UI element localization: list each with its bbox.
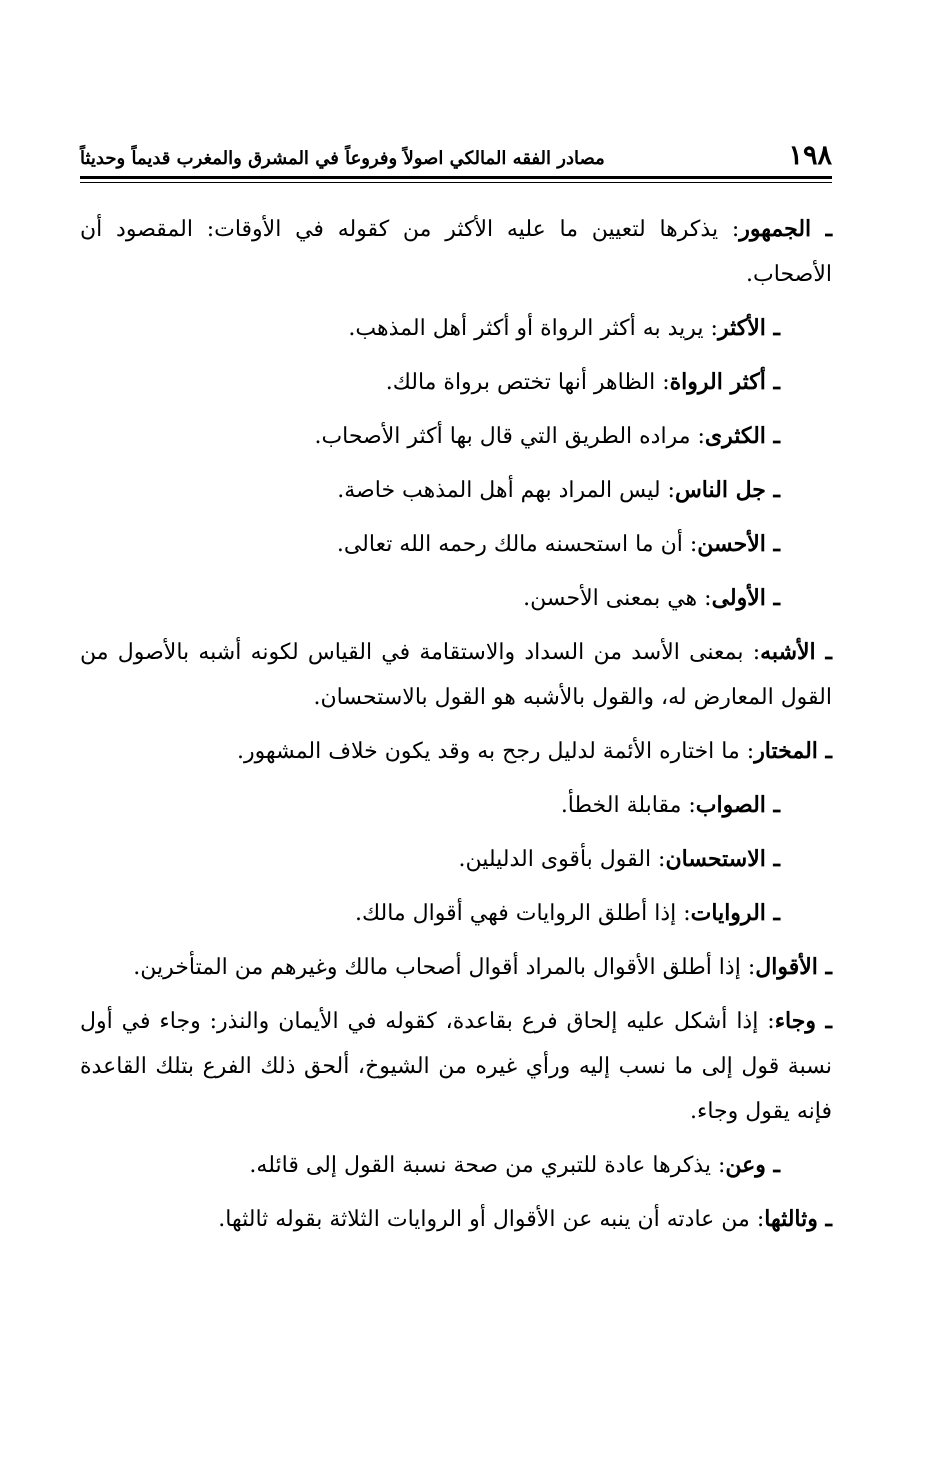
entry-term: وجاء (774, 1008, 816, 1034)
entry-definition: إذا أطلق الروايات فهي أقوال مالك. (354, 901, 677, 926)
header-rule-thin (80, 182, 832, 183)
entry-definition: إذا أطلق الأقوال بالمراد أقوال أصحاب مالك وغيرهم من المتأخرين. (133, 955, 741, 980)
glossary-entry: ـ جل الناس: ليس المراد بهم أهل المذهب خاصة. (337, 477, 780, 503)
entry-definition: مقابلة الخطأ. (560, 793, 682, 818)
page-header (80, 140, 832, 171)
entry-term: الأشبه (760, 639, 816, 665)
glossary-entry: ـ أكثر الرواة: الظاهر أنها تختص برواة مالك. (385, 369, 780, 395)
header-rule-thick (80, 176, 832, 179)
glossary-entry: ـ الأولى: هي بمعنى الأحسن. (523, 585, 780, 611)
entry-definition: يذكرها لتعيين ما عليه الأكثر من كقوله في الأوقات: المقصود أن الأصحاب. (80, 217, 832, 287)
glossary-body (80, 207, 832, 1251)
entry-term: الأحسن (697, 531, 766, 557)
glossary-entry: ـ وعن: يذكرها عادة للتبري من صحة نسبة القول إلى قائله. (249, 1152, 780, 1178)
entry-definition: هي بمعنى الأحسن. (523, 586, 698, 611)
entry-definition: ما اختاره الأئمة لدليل رجح به وقد يكون خلاف المشهور. (236, 739, 740, 764)
glossary-entry: ـ الكثرى: مراده الطريق التي قال بها أكثر الأصحاب. (314, 423, 780, 449)
glossary-entry: ـ الروايات: إذا أطلق الروايات فهي أقوال مالك. (354, 900, 780, 926)
entry-definition: يذكرها عادة للتبري من صحة نسبة القول إلى قائله. (249, 1153, 711, 1178)
entry-definition: من عادته أن ينبه عن الأقوال أو الروايات الثلاثة بقوله ثالثها. (218, 1207, 750, 1232)
entry-term: الروايات (690, 900, 766, 926)
entry-term: الأكثر (717, 315, 766, 341)
entry-definition: إذا أشكل عليه إلحاق فرع بقاعدة، كقوله في الأيمان والنذر: وجاء في أول نسبة قول إلى ما نسب إليه ورأي غيره من الشيوخ، ألحق ذلك الفرع بتلك القاعدة فإنه يقول وجاء. (80, 1009, 832, 1124)
entry-term: وعن (725, 1152, 766, 1178)
glossary-entry: ـ وجاء: إذا أشكل عليه إلحاق فرع بقاعدة، كقوله في الأيمان والنذر: وجاء في أول نسبة قول إلى ما نسب إليه ورأي غيره من الشيوخ، ألحق ذلك الفرع بتلك القاعدة فإنه يقول وجاء. (80, 1008, 833, 1124)
glossary-entry: ـ وثالثها: من عادته أن ينبه عن الأقوال أو الروايات الثلاثة بقوله ثالثها. (218, 1206, 832, 1232)
entry-definition: القول بأقوى الدليلين. (458, 847, 652, 872)
entry-term: الأقوال (755, 954, 818, 980)
entry-definition: مراده الطريق التي قال بها أكثر الأصحاب. (314, 424, 691, 449)
entry-term: الجمهور (739, 216, 812, 242)
page-number: ١٩٨ (788, 140, 832, 171)
entry-term: المختار (754, 738, 818, 764)
glossary-entry: ـ الأقوال: إذا أطلق الأقوال بالمراد أقوال أصحاب مالك وغيرهم من المتأخرين. (133, 954, 832, 980)
entry-definition: أن ما استحسنه مالك رحمه الله تعالى. (336, 532, 683, 557)
entry-term: أكثر الرواة (669, 369, 766, 395)
glossary-entry: ـ الأحسن: أن ما استحسنه مالك رحمه الله تعالى. (336, 531, 780, 557)
entry-term: الاستحسان (665, 846, 766, 872)
glossary-entry: ـ الاستحسان: القول بأقوى الدليلين. (458, 846, 780, 872)
entry-term: وثالثها (764, 1206, 818, 1232)
glossary-entry: ـ المختار: ما اختاره الأئمة لدليل رجح به وقد يكون خلاف المشهور. (236, 738, 832, 764)
glossary-entry: ـ الصواب: مقابلة الخطأ. (560, 792, 780, 818)
glossary-entry: ـ الأشبه: بمعنى الأسد من السداد والاستقامة في القياس لكونه أشبه بالأصول من القول المعارض له، والقول بالأشبه هو القول بالاستحسان. (80, 639, 833, 710)
entry-definition: يريد به أكثر الرواة أو أكثر أهل المذهب. (348, 316, 704, 341)
entry-term: الصواب (695, 792, 766, 818)
entry-term: الكثرى (704, 423, 766, 449)
glossary-entry: ـ الأكثر: يريد به أكثر الرواة أو أكثر أهل المذهب. (348, 315, 780, 341)
running-title: مصادر الفقه المالكي اصولاً وفروعاً في المشرق والمغرب قديماً وحديثاً (80, 148, 605, 169)
entry-definition: بمعنى الأسد من السداد والاستقامة في القياس لكونه أشبه بالأصول من القول المعارض له، والقول بالأشبه هو القول بالاستحسان. (80, 640, 832, 710)
entry-term: الأولى (711, 585, 766, 611)
entry-term: جل الناس (674, 477, 766, 503)
entry-definition: الظاهر أنها تختص برواة مالك. (385, 370, 656, 395)
glossary-entry: ـ الجمهور: يذكرها لتعيين ما عليه الأكثر من كقوله في الأوقات: المقصود أن الأصحاب. (80, 216, 833, 287)
entry-definition: ليس المراد بهم أهل المذهب خاصة. (337, 478, 661, 503)
